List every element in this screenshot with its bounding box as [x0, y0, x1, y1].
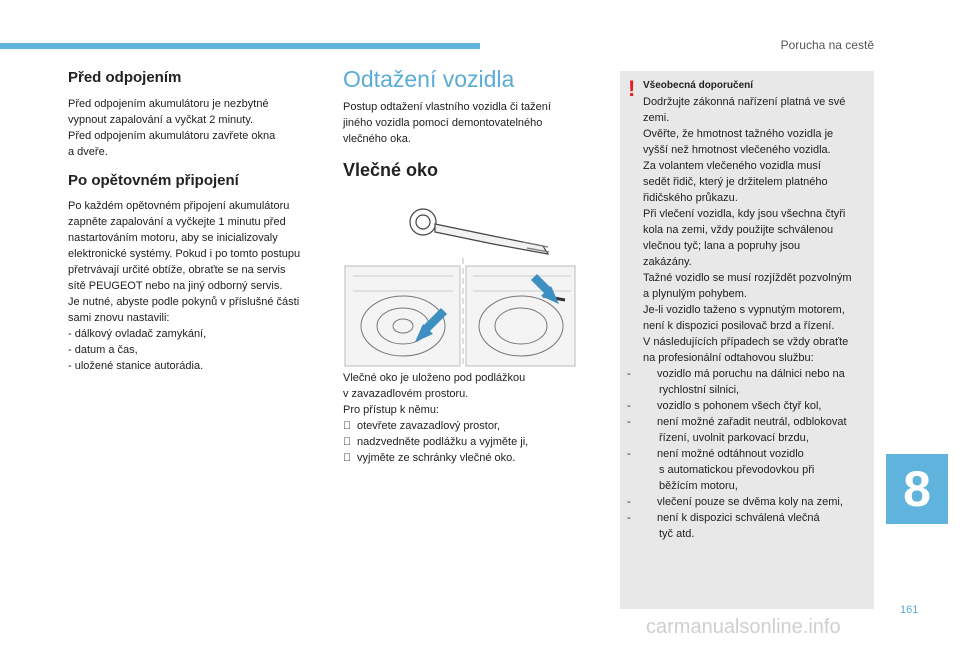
- bullet-icon: [343, 434, 357, 450]
- list-item: - vozidlo s pohonem všech čtyř kol,: [627, 400, 822, 412]
- paragraph-towing-eye: Vlečné oko je uloženo pod podlážkou v zavazadlovém prostoru. Pro přístup k němu: otevřete zavazadlový prostor, nadzvedněte podlážku a vyjměte ji, vyjměte ze schránky vlečné oko.: [343, 372, 529, 464]
- heading-towing: Odtažení vozidla: [343, 66, 515, 92]
- paragraph-after-reconnect: Po každém opětovném připojení akumulátoru zapněte zapalování a vyčkejte 1 minutu před nastartováním motoru, aby se inicializovaly elektronické systémy. Pokud i po tomto postupu přetrvávají určité obtíže, obraťte se na servis sítě PEUGEOT nebo na jiný odborný servis. Je nutné, abyste podle pokynů v příslušné části sami znovu nastavili: - dálkový ovladač zamykání, - datum a čas, - uložené stanice autorádia.: [68, 200, 301, 372]
- section-title: Porucha na cestě: [780, 38, 874, 52]
- list-item: - vlečení pouze se dvěma koly na zemi,: [627, 496, 843, 508]
- bullet-icon: [343, 450, 357, 466]
- warning-text: Všeobecná doporučení Dodržujte zákonná nařízení platná ve své zemi. Ověřte, že hmotnost tažného vozidla je vyšší než hmotnost vlečeného vozidla. Za volantem vlečeného vozidla musí sedět řidič, který je držitelem platného řidičského průkazu. Při vlečení vozidla, kdy jsou všechna čtyři kola na zemi, vždy použijte schválenou vlečnou tyč; lana a popruhy jsou zakázány. Tažné vozidlo se musí rozjíždět pozvolným a plynulým pohybem. Je-li vozidlo taženo s vypnutým motorem, není k dispozici posilovač brzd a řízení. V následujících případech se vždy obraťte na profesionální odtahovou službu: - vozidlo má poruchu na dálnici nebo na rychlostní silnici, - vozidlo s pohonem všech čtyř kol, - není možné zařadit neutrál, odblokovat řízení, uvolnit parkovací brzdu, - není možné odtáhnout vozidlo s automatickou převodovkou při běžícím motoru, - vlečení pouze se dvěma koly na zemi, - není k dispozici schválená vlečná tyč atd.: [627, 80, 852, 540]
- list-item: - dálkový ovladač zamykání,: [68, 328, 207, 340]
- paragraph-towing-intro: Postup odtažení vlastního vozidla či tažení jiného vozidla pomocí demontovatelného vlečného oka.: [343, 101, 551, 145]
- list-item: - vozidlo má poruchu na dálnici nebo na rychlostní silnici,: [627, 368, 845, 396]
- warning-icon: !: [628, 76, 636, 101]
- top-accent-bar: [0, 43, 480, 49]
- list-item: otevřete zavazadlový prostor,: [343, 418, 528, 434]
- paragraph-before-disconnect: Před odpojením akumulátoru je nezbytné vypnout zapalování a vyčkat 2 minuty. Před odpojením akumulátoru zavřete okna a dveře.: [68, 98, 276, 158]
- towing-eye-illustration: [343, 196, 577, 368]
- list-item: - datum a čas,: [68, 344, 138, 356]
- trunk-cutaway-right: [466, 266, 575, 366]
- heading-before-disconnect: Před odpojením: [68, 69, 182, 86]
- page-number: 161: [900, 604, 919, 616]
- watermark: carmanualsonline.info: [646, 616, 841, 638]
- list-item: nadzvedněte podlážku a vyjměte ji,: [343, 434, 528, 450]
- bullet-icon: [343, 418, 357, 434]
- list-item: - uložené stanice autorádia.: [68, 360, 204, 372]
- list-item: vyjměte ze schránky vlečné oko.: [343, 450, 528, 466]
- list-item: - není k dispozici schválená vlečná tyč atd.: [627, 512, 820, 540]
- towing-eye-icon: [410, 209, 549, 254]
- heading-towing-eye: Vlečné oko: [343, 160, 439, 180]
- chapter-number: 8: [886, 454, 948, 524]
- list-item: - není možné odtáhnout vozidlo s automatickou převodovkou při běžícím motoru,: [627, 448, 815, 492]
- list-item: - není možné zařadit neutrál, odblokovat řízení, uvolnit parkovací brzdu,: [627, 416, 847, 444]
- warning-title: Všeobecná doporučení: [643, 80, 754, 91]
- heading-after-reconnect: Po opětovném připojení: [68, 172, 239, 189]
